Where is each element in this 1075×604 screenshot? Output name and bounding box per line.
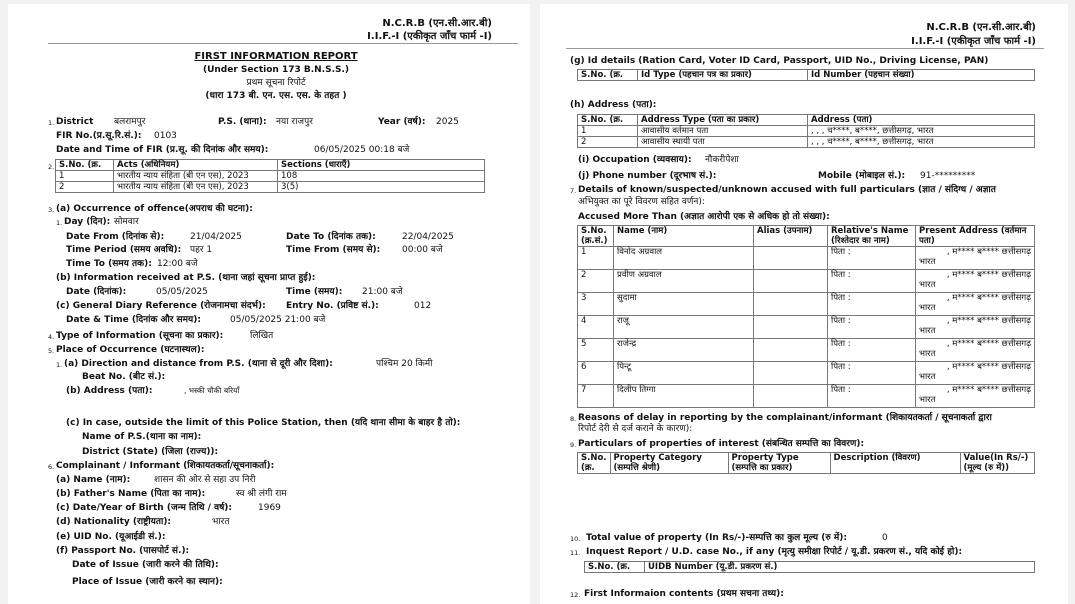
accused-header-alias: Alias (उपनाम) [754,226,828,247]
time-to-label: Time To (समय तक): [66,259,152,269]
entry-no-label: Entry No. (प्रविष्ट सं.): [286,301,379,311]
time-to-value: 12:00 बजे [157,259,198,269]
id-header-sno: S.No. (क्र. [578,70,638,81]
table-row [578,385,1035,408]
name-value: शासन की ओर से सहा उप निरी [154,475,256,485]
id-header-type: Id Type (पहचान पत्र का प्रकार) [638,70,808,81]
accused-address-line: भारत [919,326,936,336]
father-name-label: (b) Father's Name (पिता का नाम): [56,489,206,499]
fir-datetime-label: Date and Time of FIR (प्र.सू. की दिनांक और समय): [56,145,269,155]
gd-datetime-value: 05/05/2025 21:00 बजे [230,315,326,325]
accused-cell [754,270,828,293]
item-number: 1. [48,119,55,127]
accused-cell: विनोद अग्रवाल [614,247,754,270]
iif-header: I.I.F.-I (एकीकृत जाँच फार्म -I) [911,36,1036,47]
accused-address-line: भारत [919,303,936,313]
report-subtitle-hindi: (धारा 173 बी. एन. एस. एस. के तहत ) [205,91,347,101]
accused-cell: सुदामा [614,293,754,316]
accused-cell: 5 [578,339,614,362]
accused-label-cont: अभियुक्त का पूरे विवरण सहित वर्णन): [578,197,705,207]
fir-page-1 [8,4,530,604]
prop-header-type: Property Type (सम्पत्ति का प्रकार) [728,453,830,474]
mobile-label: Mobile (मोबाइल सं.): [818,171,906,181]
accused-address-line: भारत [919,372,936,382]
delay-reason-label: Reasons of delay in reporting by the complainant/informant (शिकायतकर्ता / सूचनाकर्ता द्वारा [578,413,992,423]
acts-header-sno: S.No. (क्र. [56,160,114,171]
addr-header-type: Address Type (पता का प्रकार) [638,115,808,126]
accused-cell: 3 [578,293,614,316]
item-number: 9. [570,441,577,449]
accused-cell [754,362,828,385]
acts-cell: भारतीय न्याय संहिता (बी एन एस), 2023 [114,182,278,193]
info-time-label: Time (समय): [286,287,343,297]
id-details-table [577,69,1035,81]
accused-label: Details of known/suspected/unknown accused with full particulars (ज्ञात / संदिग्ध / अज्ञात [578,185,996,195]
beat-label: Beat No. (बीट सं.): [82,372,166,382]
accused-header-sno: S.No. (क्र.सं.) [578,226,614,247]
report-title: FIRST INFORMATION REPORT [194,51,358,62]
iif-header: I.I.F.-I (एकीकृत जाँच फार्म -I) [367,31,492,42]
first-info-label: First Informaion contents (प्रथम सचना तथ्य): [584,589,784,599]
property-table [577,452,1035,474]
place-label: Place of Occurrence (घटनास्थल): [56,345,205,355]
item-number: 3. [48,206,55,214]
ps-value: नया राजपुर [276,117,313,127]
fir-number-value: 0103 [154,131,177,141]
occurrence-label: (a) Occurrence of offence(अपराध की घटना): [56,204,253,214]
table-row [578,247,1035,270]
accused-address-line: , म**** ब**** छत्तीसगढ़ [946,293,1031,303]
accused-cell: पिन्टू [614,362,754,385]
acts-cell: 108 [278,171,485,182]
addr-cell: 2 [578,137,638,148]
name-label: (a) Name (नाम): [56,475,131,485]
complainant-label: Complainant / Informant (शिकायतकर्ता/सूचनाकर्ता): [56,461,275,471]
id-details-label: (g) Id details (Ration Card, Voter ID Card, Passport, UID No., Driving License, PAN) [570,56,989,66]
accused-cell: 4 [578,316,614,339]
district-state-label: District (State) (जिला (राज्य)): [82,447,219,457]
id-header-number: Id Number (पहचान संख्या) [808,70,1035,81]
accused-cell: 2 [578,270,614,293]
accused-address-line: भारत [919,257,936,267]
accused-cell: पिता : [828,362,916,385]
accused-table [577,225,1035,408]
accused-cell [754,385,828,408]
year-value: 2025 [436,117,459,127]
ps-name-label: Name of P.S.(थाना का नाम): [82,432,202,442]
accused-more-label: Accused More Than (अज्ञात आरोपी एक से अधिक हो तो संख्या): [578,212,830,222]
item-number: 2. [48,163,55,171]
accused-cell [754,316,828,339]
ps-label: P.S. (थाना): [218,117,267,127]
accused-cell: पिता : [828,247,916,270]
accused-address-line: भारत [919,280,936,290]
addr-cell: आवासीय वर्तमान पता [638,126,808,137]
father-name-value: स्व श्री लंगी राम [236,489,287,499]
accused-cell: पिता : [828,316,916,339]
item-number: 1. [56,219,63,227]
occupation-label: (i) Occupation (व्यवसाय): [578,155,692,165]
accused-cell: दिलीप तिग्गा [614,385,754,408]
property-label: Particulars of properties of interest (संबन्धित सम्पत्ति का विवरण): [578,439,865,449]
report-subtitle: (Under Section 173 B.N.S.S.) [202,65,350,75]
direction-label: (a) Direction and distance from P.S. (थाना से दूरी और दिशा): [64,359,333,369]
address-section-label: (h) Address (पता): [570,100,657,110]
accused-cell: 6 [578,362,614,385]
ncrb-header: N.C.R.B (एन.सी.आर.बी) [926,22,1036,33]
table-row [578,126,1035,137]
table-row [56,182,485,193]
acts-cell: 2 [56,182,114,193]
address-value: , भस्की चौकी बरियॉं [184,386,240,395]
addr-cell: , , , च****, ब****, छत्तीसगढ़, भारत [808,137,1035,148]
report-title-hindi: प्रथम सूचना रिपोर्ट [246,78,306,88]
dob-value: 1969 [258,503,281,513]
time-from-label: Time From (समय से): [286,245,381,255]
total-value-label: Total value of property (In Rs/-)-सम्पत्ति का कुल मूल्य (रु में): [586,533,847,543]
dob-label: (c) Date/Year of Birth (जन्म तिथि / वर्ष): [56,503,233,513]
address-label: (b) Address (पता): [66,386,153,396]
district-label: District [56,117,94,127]
time-period-label: Time Period (समय अवधि): [66,245,182,255]
uid-label: (e) UID No. (यूआईडी सं.): [56,532,166,542]
accused-address-line: , म**** ब**** छत्तीसगढ़ [946,339,1031,349]
total-value-value: 0 [882,533,888,543]
accused-cell [916,362,1035,385]
phone-label: (j) Phone number (दूरभाष सं.): [578,171,717,181]
info-type-label: Type of Information (सूचना का प्रकार): [56,331,224,341]
accused-cell [916,270,1035,293]
info-time-value: 21:00 बजे [362,287,403,297]
accused-cell [754,293,828,316]
accused-address-line: , म**** ब**** छत्तीसगढ़ [946,316,1031,326]
outside-limit-label: (c) In case, outside the limit of this Police Station, then (यदि थाना सीमा के बाहर है तो): [66,418,461,428]
accused-cell: 1 [578,247,614,270]
accused-header-relative: Relative's Name (रिश्तेदार का नाम) [828,226,916,247]
day-label: Day (दिन): [64,217,111,227]
accused-cell [916,339,1035,362]
acts-header-sections: Sections (धाराएँ) [278,160,485,171]
date-from-label: Date From (दिनांक से): [66,232,165,242]
acts-header-acts: Acts (अधिनियम) [114,160,278,171]
accused-address-line: भारत [919,349,936,359]
gd-reference-label: (c) General Diary Reference (रोजनामचा संदर्भ): [56,301,266,311]
addr-header-address: Address (पता) [808,115,1035,126]
accused-address-line: , म**** ब**** छत्तीसगढ़ [946,270,1031,280]
accused-header-address: Present Address (वर्तमान पता) [916,226,1035,247]
accused-cell [754,247,828,270]
addr-cell: आवासीय स्थायी पता [638,137,808,148]
ud-case-table [584,561,1035,573]
date-from-value: 21/04/2025 [190,232,242,242]
info-type-value: लिखित [250,331,274,341]
accused-cell: प्रवीण अग्रवाल [614,270,754,293]
accused-cell: पिता : [828,293,916,316]
mobile-value: 91-********* [920,171,976,181]
accused-cell: राजू [614,316,754,339]
info-received-label: (b) Information received at P.S. (थाना जहां सूचना प्राप्त हुई): [56,273,316,283]
accused-cell [916,293,1035,316]
nationality-value: भारत [212,517,230,527]
day-value: सोमवार [114,217,139,227]
accused-address-line: , म**** ब**** छत्तीसगढ़ [946,385,1031,395]
table-row [578,339,1035,362]
item-number: 6. [48,463,55,471]
item-number: 8. [570,415,577,423]
fir-datetime-value: 06/05/2025 00:18 बजे [314,145,410,155]
district-value: बलरामपुर [114,117,146,127]
header-divider [566,48,1044,49]
gd-datetime-label: Date & Time (दिनांक और समय): [66,315,201,325]
table-row [578,316,1035,339]
fir-page-2 [540,4,1068,604]
header-divider [48,43,518,44]
table-row [56,171,485,182]
ud-header-number: UIDB Number (यू.डी. प्रकरण सं.) [645,562,1035,573]
table-row [578,362,1035,385]
fir-number-label: FIR No.(प्र.सू.रि.सं.): [56,131,142,141]
acts-table [55,159,485,193]
accused-cell [754,339,828,362]
table-row [578,293,1035,316]
prop-header-sno: S.No. (क्र. [578,453,611,474]
item-number: 11. [570,549,581,557]
accused-cell: पिता : [828,339,916,362]
accused-cell: 7 [578,385,614,408]
address-table [577,114,1035,148]
ncrb-header: N.C.R.B (एन.सी.आर.बी) [382,18,492,29]
info-date-label: Date (दिनांक): [66,287,127,297]
date-to-label: Date To (दिनांक तक): [286,232,376,242]
date-to-value: 22/04/2025 [402,232,454,242]
acts-cell: भारतीय न्याय संहिता (बी एन एस), 2023 [114,171,278,182]
item-number: 4. [48,333,55,341]
occupation-value: नौकरीपेशा [705,155,739,165]
acts-cell: 3(5) [278,182,485,193]
accused-cell [916,385,1035,408]
date-of-issue-label: Date of Issue (जारी करने की तिथि): [72,560,219,570]
accused-address-line: , म**** ब**** छत्तीसगढ़ [946,362,1031,372]
accused-address-line: , म**** ब**** छत्तीसगढ़ [946,247,1031,257]
item-number: 12. [570,591,581,599]
accused-cell: पिता : [828,385,916,408]
delay-reason-label-cont: रिपोर्ट देरी से दर्ज कराने के कारण): [578,424,693,434]
time-period-value: पहर 1 [190,245,213,255]
prop-header-value: Value(In Rs/-) (मूल्य (रु में)) [960,453,1034,474]
prop-header-description: Description (विवरण) [830,453,960,474]
addr-cell: , , , च****, ब****, छत्तीसगढ़, भारत [808,126,1035,137]
table-row [578,270,1035,293]
place-of-issue-label: Place of Issue (जारी करने का स्थान): [72,577,223,587]
accused-address-line: भारत [919,395,936,405]
item-number: 5. [48,347,55,355]
addr-header-sno: S.No. (क्र. [578,115,638,126]
entry-no-value: 012 [414,301,432,311]
year-label: Year (वर्ष): [378,117,426,127]
passport-label: (f) Passport No. (पासपोर्ट सं.): [56,546,190,556]
item-number: 1. [56,361,63,369]
addr-cell: 1 [578,126,638,137]
time-from-value: 00:00 बजे [402,245,443,255]
info-date-value: 05/05/2025 [156,287,208,297]
accused-cell [916,316,1035,339]
prop-header-category: Property Category (सम्पत्ति श्रेणी) [610,453,728,474]
ud-header-sno: S.No. (क्र. [585,562,645,573]
accused-cell [916,247,1035,270]
item-number: 7. [570,187,577,195]
direction-value: पश्चिम 20 किमी [376,359,433,369]
item-number: 10. [570,535,581,543]
inquest-label: Inquest Report / U.D. case No., if any (मृत्यु समीक्षा रिपोर्ट / यू.डी. प्रकरण सं., यदि कोई हो): [586,547,963,557]
accused-cell: पिता : [828,270,916,293]
nationality-label: (d) Nationality (राष्ट्रीयता): [56,517,172,527]
accused-cell: राजेन्द्र [614,339,754,362]
accused-header-name: Name (नाम) [614,226,754,247]
acts-cell: 1 [56,171,114,182]
table-row [578,137,1035,148]
